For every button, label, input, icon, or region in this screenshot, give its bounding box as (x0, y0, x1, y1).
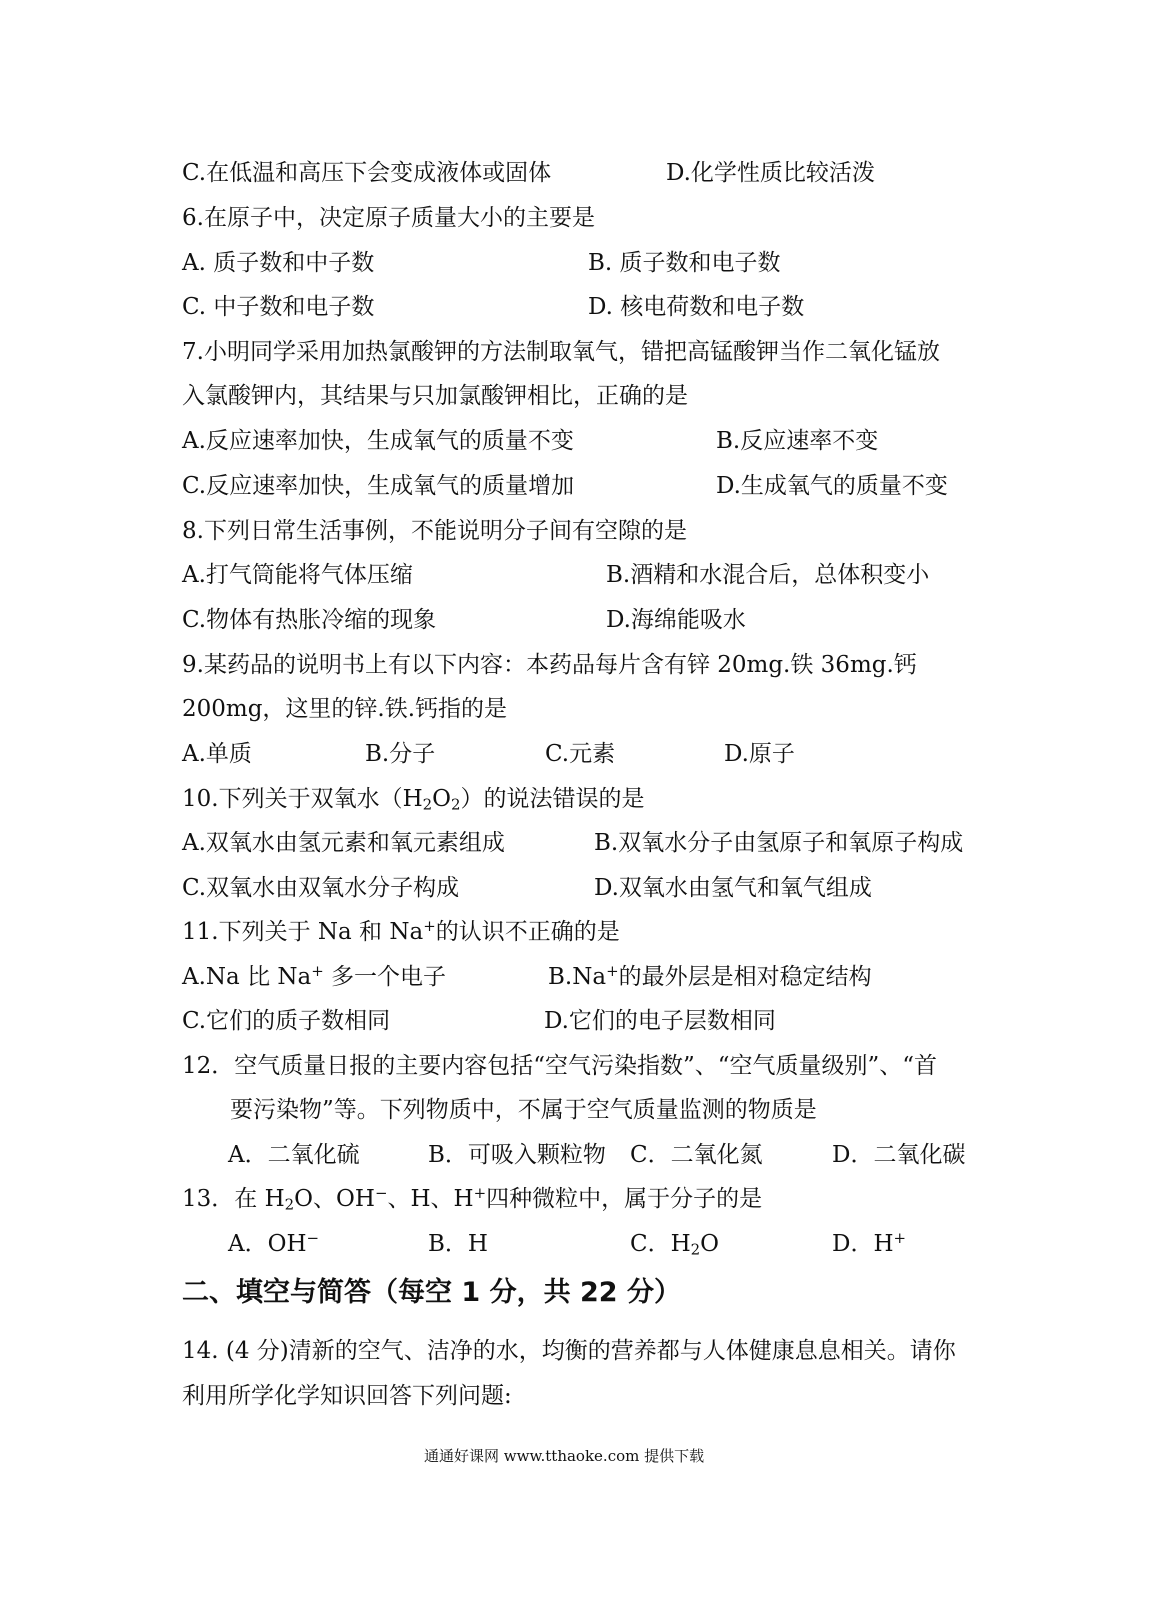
q11-option-c: C.它们的质子数相同 (182, 1008, 391, 1034)
q12-stem-line1: 12．空气质量日报的主要内容包括“空气污染指数”、“空气质量级别”、“首 (182, 1053, 938, 1079)
q13-stem: 13．在 $H_2O$、OH−、H、H+四种微粒中，属于分子的是 (182, 1183, 763, 1214)
q7-option-d: D.生成氧气的质量不变 (716, 473, 948, 499)
q11-option-d: D.它们的电子层数相同 (544, 1008, 776, 1034)
q5-option-d: D.化学性质比较活泼 (666, 160, 875, 186)
q8-stem: 8.下列日常生活事例，不能说明分子间有空隙的是 (182, 518, 687, 544)
q10-option-d: D.双氧水由氢气和氧气组成 (594, 875, 872, 901)
page-footer: 通通好课网 www.tthaoke.com 提供下载 (424, 1447, 705, 1465)
q10-option-a: A.双氧水由氢元素和氧元素组成 (182, 830, 505, 856)
q9-option-d: D.原子 (724, 741, 795, 767)
q6-stem: 6.在原子中，决定原子质量大小的主要是 (182, 205, 595, 231)
q8-option-d: D.海绵能吸水 (606, 607, 746, 633)
q10-option-c: C.双氧水由双氧水分子构成 (182, 875, 460, 901)
q12-option-a: A．二氧化硫 (228, 1142, 360, 1168)
q14-stem-line1: 14. (4 分)清新的空气、洁净的水，均衡的营养都与人体健康息息相关。请你 (182, 1338, 956, 1364)
q7-option-a: A.反应速率加快，生成氧气的质量不变 (182, 428, 574, 454)
q7-stem-line2: 入氯酸钾内，其结果与只加氯酸钾相比，正确的是 (182, 383, 688, 409)
section-2-heading: 二、填空与简答（每空 1 分，共 22 分） (182, 1277, 681, 1308)
q10-stem: 10.下列关于双氧水$(H_2O_2)$的说法错误的是 (182, 786, 645, 814)
q14-stem-line2: 利用所学化学知识回答下列问题: (182, 1383, 512, 1409)
q9-stem-line2: 200mg，这里的锌.铁.钙指的是 (182, 696, 508, 722)
q12-stem-line2: 要污染物”等。下列物质中，不属于空气质量监测的物质是 (230, 1097, 817, 1123)
q13-option-b: B．H (428, 1231, 488, 1257)
q9-option-a: A.单质 (182, 741, 252, 767)
q5-option-c: C.在低温和高压下会变成液体或固体 (182, 160, 552, 186)
q9-option-b: B.分子 (365, 741, 436, 767)
q11-option-a: A.Na 比 Na+ 多一个电子 (182, 961, 447, 990)
q10-option-b: B.双氧水分子由氢原子和氧原子构成 (594, 830, 964, 856)
q7-option-b: B.反应速率不变 (716, 428, 879, 454)
q7-option-c: C.反应速率加快，生成氧气的质量增加 (182, 473, 575, 499)
q8-option-a: A.打气筒能将气体压缩 (182, 562, 413, 588)
q8-option-b: B.酒精和水混合后，总体积变小 (606, 562, 930, 588)
q7-stem-line1: 7.小明同学采用加热氯酸钾的方法制取氧气，错把高锰酸钾当作二氧化锰放 (182, 339, 940, 365)
q11-stem: 11.下列关于 Na 和 Na+的认识不正确的是 (182, 916, 620, 945)
q12-option-b: B．可吸入颗粒物 (428, 1142, 606, 1168)
q6-option-b: B. 质子数和电子数 (588, 250, 781, 276)
q13-option-c: C．$H_2O$ (630, 1231, 720, 1259)
q11-option-b: B.Na+的最外层是相对稳定结构 (548, 961, 872, 990)
q13-option-d: D．H+ (832, 1228, 907, 1257)
q9-option-c: C.元素 (545, 741, 616, 767)
q8-option-c: C.物体有热胀冷缩的现象 (182, 607, 437, 633)
q13-option-a: A．OH− (228, 1228, 320, 1257)
q9-stem-line1: 9.某药品的说明书上有以下内容：本药品每片含有锌 20mg.铁 36mg.钙 (182, 652, 917, 678)
q6-option-d: D. 核电荷数和电子数 (588, 294, 805, 320)
q6-option-c: C. 中子数和电子数 (182, 294, 375, 320)
q12-option-c: C．二氧化氮 (630, 1142, 763, 1168)
q12-option-d: D．二氧化碳 (832, 1142, 966, 1168)
q6-option-a: A. 质子数和中子数 (182, 250, 375, 276)
